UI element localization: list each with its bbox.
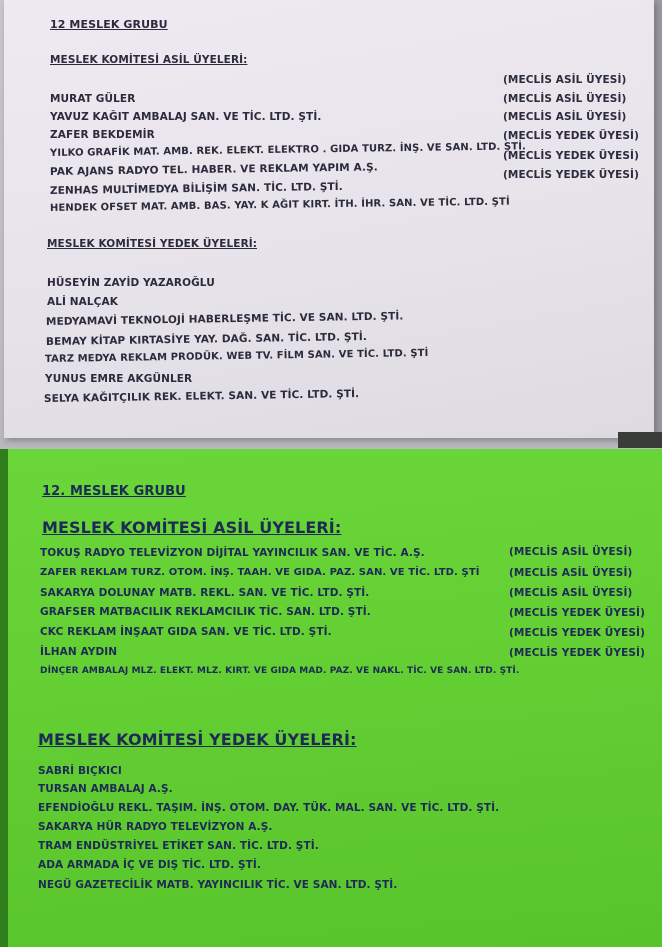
top-role-label: (MECLİS ASİL ÜYESİ) [503, 93, 627, 105]
dark-gap-strip [618, 432, 662, 448]
top-yedek-member: TARZ MEDYA REKLAM PRODÜK. WEB TV. FİLM SAN. VE TİC. LTD. ŞTİ [44, 347, 429, 365]
bottom-role-label: (MECLİS YEDEK ÜYESİ) [509, 607, 645, 619]
top-asil-member: ZAFER BEKDEMİR [50, 129, 155, 141]
bottom-yedek-member: NEGÜ GAZETECİLİK MATB. YAYINCILIK TİC. VE SAN. LTD. ŞTİ. [38, 879, 398, 891]
top-yedek-member: YUNUS EMRE AKGÜNLER [45, 373, 193, 385]
top-asil-member: HENDEK OFSET MAT. AMB. BAS. YAY. K AĞIT KIRT. İTH. İHR. SAN. VE TİC. LTD. ŞTİ [49, 196, 510, 214]
bottom-yedek-member: EFENDİOĞLU REKL. TAŞIM. İNŞ. OTOM. DAY. TÜK. MAL. SAN. VE TİC. LTD. ŞTİ. [38, 802, 500, 814]
bottom-role-label: (MECLİS ASİL ÜYESİ) [509, 587, 633, 599]
top-role-label: (MECLİS YEDEK ÜYESİ) [503, 130, 639, 142]
bottom-asil-member: ZAFER REKLAM TURZ. OTOM. İNŞ. TAAH. VE GIDA. PAZ. SAN. VE TİC. LTD. ŞTİ [40, 567, 480, 578]
top-sheet-title: 12 MESLEK GRUBU [50, 18, 168, 31]
top-yedek-member: ALİ NALÇAK [47, 296, 118, 308]
bottom-asil-heading: MESLEK KOMİTESİ ASİL ÜYELERİ: [42, 518, 342, 537]
bottom-role-label: (MECLİS YEDEK ÜYESİ) [509, 627, 645, 639]
top-yedek-member: BEMAY KİTAP KIRTASİYE YAY. DAĞ. SAN. TİC. LTD. ŞTİ. [45, 330, 368, 348]
bottom-role-label: (MECLİS YEDEK ÜYESİ) [509, 647, 645, 659]
top-yedek-member: SELYA KAĞITÇILIK REK. ELEKT. SAN. VE TİC. LTD. ŞTİ. [43, 388, 360, 405]
bottom-asil-member: İLHAN AYDIN [40, 646, 118, 658]
bottom-yedek-heading: MESLEK KOMİTESİ YEDEK ÜYELERİ: [38, 730, 357, 749]
bottom-role-label: (MECLİS ASİL ÜYESİ) [509, 546, 633, 558]
top-role-label: (MECLİS ASİL ÜYESİ) [503, 74, 627, 86]
top-yedek-member: MEDYAMAVİ TEKNOLOJİ HABERLEŞME TİC. VE SAN. LTD. ŞTİ. [45, 310, 404, 328]
green-sheet-edge [0, 449, 8, 947]
bottom-yedek-member: TURSAN AMBALAJ A.Ş. [38, 783, 173, 795]
bottom-yedek-member: TRAM ENDÜSTRİYEL ETİKET SAN. TİC. LTD. ŞTİ. [38, 840, 319, 852]
bottom-asil-member: CKC REKLAM İNŞAAT GIDA SAN. VE TİC. LTD. ŞTİ. [40, 626, 332, 638]
top-role-label: (MECLİS YEDEK ÜYESİ) [503, 150, 639, 162]
top-asil-member: ZENHAS MULTİMEDYA BİLİŞİM SAN. TİC. LTD. ŞTİ. [49, 180, 343, 197]
bottom-yedek-member: SABRİ BIÇKICI [38, 765, 122, 777]
bottom-role-label: (MECLİS ASİL ÜYESİ) [509, 567, 633, 579]
top-asil-heading: MESLEK KOMİTESİ ASİL ÜYELERİ: [50, 54, 248, 66]
top-asil-member: MURAT GÜLER [50, 93, 136, 105]
top-asil-member: PAK AJANS RADYO TEL. HABER. VE REKLAM YAPIM A.Ş. [49, 161, 378, 178]
top-yedek-heading: MESLEK KOMİTESİ YEDEK ÜYELERİ: [47, 238, 258, 250]
bottom-asil-member: GRAFSER MATBACILIK REKLAMCILIK TİC. SAN. LTD. ŞTİ. [40, 606, 371, 618]
top-asil-member: YILKO GRAFİK MAT. AMB. REK. ELEKT. ELEKTRO . GIDA TURZ. İNŞ. VE SAN. LTD. ŞTİ. [49, 141, 526, 159]
top-asil-member: YAVUZ KAĞIT AMBALAJ SAN. VE TİC. LTD. ŞTİ. [50, 111, 322, 123]
top-role-label: (MECLİS YEDEK ÜYESİ) [503, 169, 639, 181]
bottom-asil-member: DİNÇER AMBALAJ MLZ. ELEKT. MLZ. KIRT. VE GIDA MAD. PAZ. VE NAKL. TİC. VE SAN. LTD. ŞTİ. [40, 666, 520, 676]
bottom-yedek-member: ADA ARMADA İÇ VE DIŞ TİC. LTD. ŞTİ. [38, 859, 261, 871]
top-yedek-member: HÜSEYİN ZAYİD YAZAROĞLU [47, 277, 215, 289]
bottom-sheet-title: 12. MESLEK GRUBU [42, 484, 186, 499]
bottom-asil-member: SAKARYA DOLUNAY MATB. REKL. SAN. VE TİC. LTD. ŞTİ. [40, 587, 370, 599]
top-role-label: (MECLİS ASİL ÜYESİ) [503, 111, 627, 123]
bottom-yedek-member: SAKARYA HÜR RADYO TELEVİZYON A.Ş. [38, 821, 273, 833]
bottom-asil-member: TOKUŞ RADYO TELEVİZYON DİJİTAL YAYINCILIK SAN. VE TİC. A.Ş. [40, 547, 425, 559]
